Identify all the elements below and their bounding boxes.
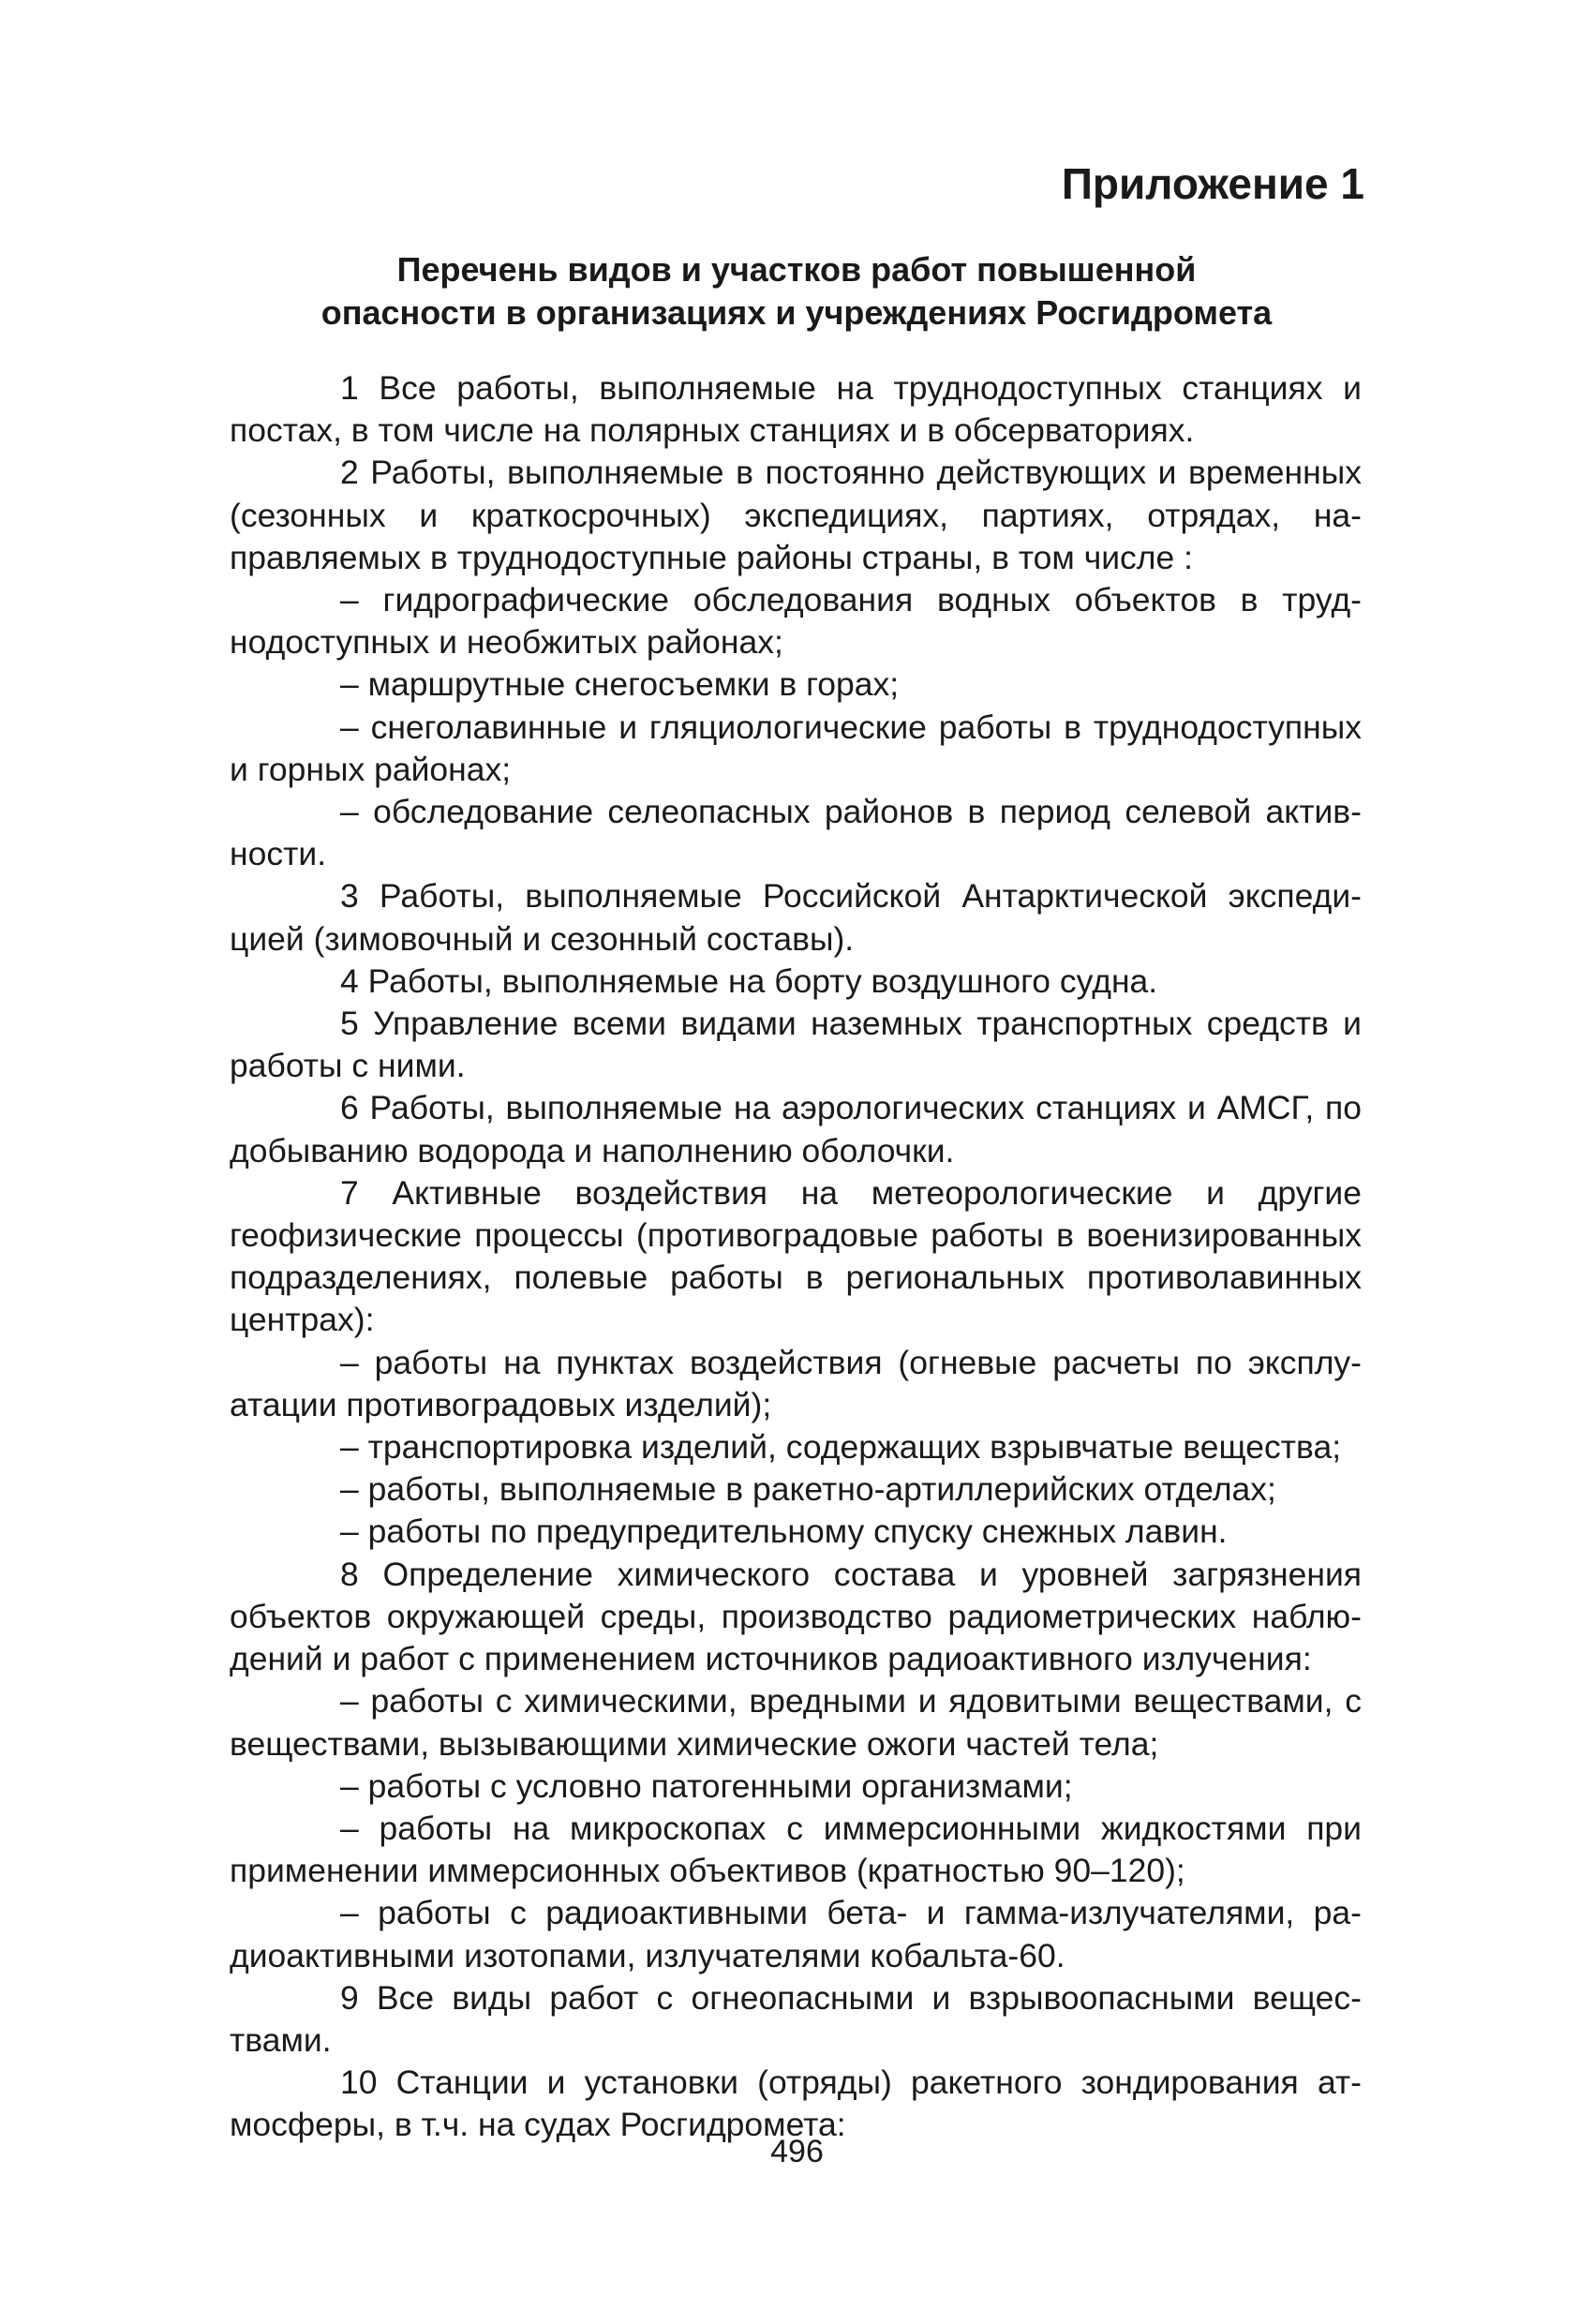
document-title — [230, 248, 1363, 335]
paragraph-2: 2 Работы, выполняемые в постоянно действующих и временных (сезонных и краткосрочных) экспедициях, партиях, отрядах, направляемых в труднодоступные районы страны, в том числе : — [230, 454, 1362, 576]
paragraph-7-item-2: – транспортировка изделий, содержащих взрывчатые вещества; — [340, 1428, 1342, 1467]
paragraph-8-item-1: – работы с химическими, вредными и ядовитыми веществами, с веществами, вызывающими химические ожоги частей тела; — [230, 1682, 1362, 1763]
paragraph-1: 1 Все работы, выполняемые на труднодоступных станциях и постах, в том числе на полярных станциях и в обсерваториях. — [230, 369, 1362, 450]
title-line-1: Перечень видов и участков работ повышенной — [396, 250, 1197, 289]
title-line-2: опасности в организациях и учреждениях Росгидромета — [320, 293, 1273, 332]
paragraph-2-item-3: – снеголавинные и гляциологические работы в труднодоступных и горных районах; — [230, 708, 1362, 788]
paragraph-8: 8 Определение химического состава и уровней загрязнения объектов окружающей среды, производство радиометрических наблюдений и работ с применением источников радиоактивного излучения: — [230, 1555, 1362, 1678]
document-body — [230, 367, 1362, 2147]
paragraph-5: 5 Управление всеми видами наземных транспортных средств и работы с ними. — [230, 1005, 1362, 1085]
paragraph-3: 3 Работы, выполняемые Российской Антарктической экспедицией (зимовочный и сезонный составы). — [230, 877, 1362, 958]
paragraph-7-item-1: – работы на пунктах воздействия (огневые расчеты по эксплуатации противоградовых изделий); — [230, 1343, 1362, 1423]
paragraph-6: 6 Работы, выполняемые на аэрологических станциях и АМСГ, по добыванию водорода и наполнению оболочки. — [230, 1089, 1362, 1169]
paragraph-4: 4 Работы, выполняемые на борту воздушного судна. — [340, 961, 1158, 1000]
paragraph-2-item-2: – маршрутные снегосъемки в горах; — [340, 665, 900, 704]
paragraph-8-item-4: – работы с радиоактивными бета- и гамма-излучателями, радиоактивными изотопами, излучателями кобальта-60. — [230, 1894, 1362, 1974]
paragraph-8-item-2: – работы с условно патогенными организмами; — [340, 1766, 1073, 1805]
paragraph-7-item-3: – работы, выполняемые в ракетно-артиллерийских отделах; — [340, 1470, 1276, 1509]
paragraph-9: 9 Все виды работ с огнеопасными и взрывоопасными веществами. — [230, 1978, 1362, 2059]
paragraph-2-item-4: – обследование селеопасных районов в период селевой активности. — [230, 793, 1362, 873]
paragraph-7: 7 Активные воздействия на метеорологические и другие геофизические процессы (противоградовые работы в военизированных подразделениях, полевые работы в региональных противолавинных центрах): — [230, 1173, 1362, 1339]
paragraph-8-item-3: – работы на микроскопах с иммерсионными жидкостями при применении иммерсионных объективов (кратностью 90–120); — [230, 1809, 1362, 1890]
paragraph-10: 10 Станции и установки (отряды) ракетного зондирования атмосферы, в т.ч. на судах Росгидромета: — [230, 2063, 1362, 2144]
appendix-label: Приложение 1 — [1061, 159, 1364, 208]
paragraph-7-item-4: – работы по предупредительному спуску снежных лавин. — [340, 1512, 1228, 1551]
paragraph-2-item-1: – гидрографические обследования водных объектов в труднодоступных и необжитых районах; — [230, 581, 1362, 662]
page-number: 496 — [770, 2134, 824, 2169]
